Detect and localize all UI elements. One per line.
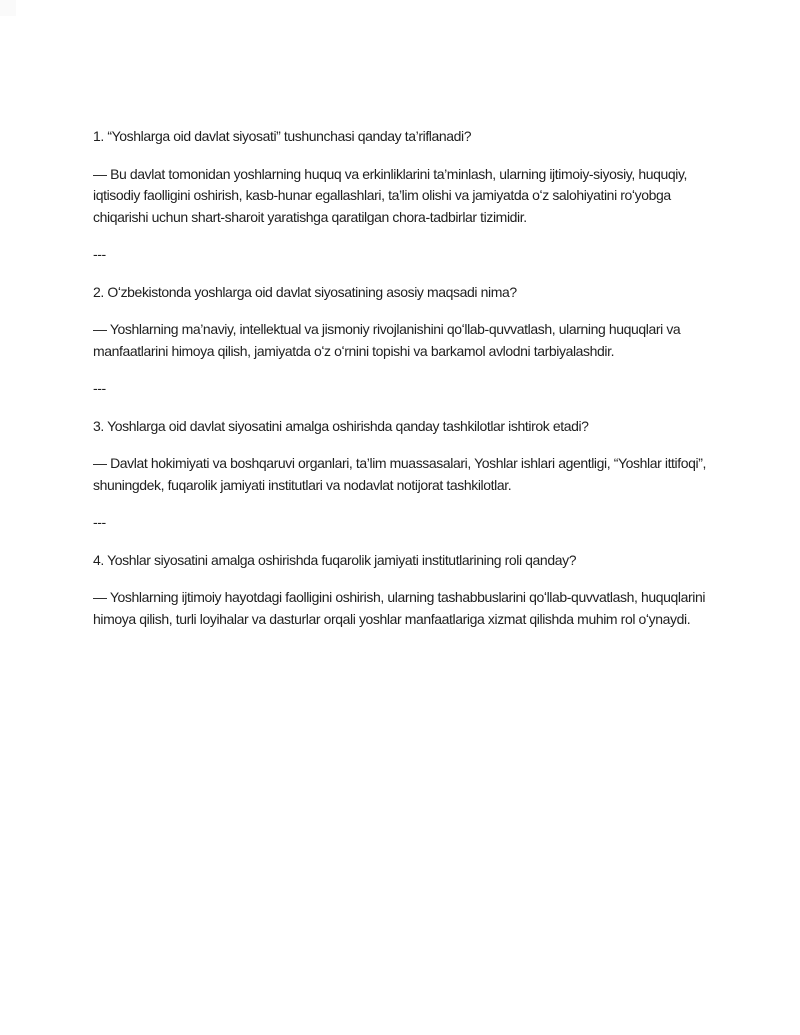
answer-2: — Yoshlarning ma’naviy, intellektual va jismoniy rivojlanishini qoʻllab-quvvatlash, ularning huquqlari va manfaatlarini himoya qilish, jamiyatda oʻz oʻrnini topishi va barkamol avlodni tarbiyalashdir. (93, 321, 681, 359)
answer-1: — Bu davlat tomonidan yoshlarning huquq va erkinliklarini ta’minlash, ularning ijtimoiy-siyosiy, huquqiy, iqtisodiy faolligini oshirish, kasb-hunar egallashlari, ta’lim olishi va jamiyatda oʻz salohiyatini roʻyobga chiqarishi uchun shart-sharoit yaratishga qaratilgan chora-tadbirlar tizimidir. (93, 165, 688, 225)
separator-3: --- (93, 514, 106, 530)
question-2: 2. Oʻzbekistonda yoshlarga oid davlat siyosatining asosiy maqsadi nima? (93, 283, 517, 300)
question-4: 4. Yoshlar siyosatini amalga oshirishda fuqarolik jamiyati institutlarining roli qanday? (93, 551, 577, 568)
corner-artifact (0, 0, 16, 16)
answer-3: — Davlat hokimiyati va boshqaruvi organlari, ta’lim muassasalari, Yoshlar ishlari agentligi, “Yoshlar ittifoqi”, shuningdek, fuqarolik jamiyati institutlari va nodavlat notijorat tashkilotlar. (93, 455, 706, 493)
separator-2: --- (93, 380, 106, 396)
question-3: 3. Yoshlarga oid davlat siyosatini amalga oshirishda qanday tashkilotlar ishtirok etadi? (93, 417, 589, 434)
question-1: 1. “Yoshlarga oid davlat siyosati” tushunchasi qanday ta’riflanadi? (93, 128, 472, 144)
answer-4: — Yoshlarning ijtimoiy hayotdagi faolligini oshirish, ularning tashabbuslarini qoʻllab-quvvatlash, huquqlarini himoya qilish, turli loyihalar va dasturlar orqali yoshlar manfaatlariga xizmat qilishda muhim rol oʻynaydi. (93, 589, 706, 627)
separator-1: --- (93, 246, 106, 262)
